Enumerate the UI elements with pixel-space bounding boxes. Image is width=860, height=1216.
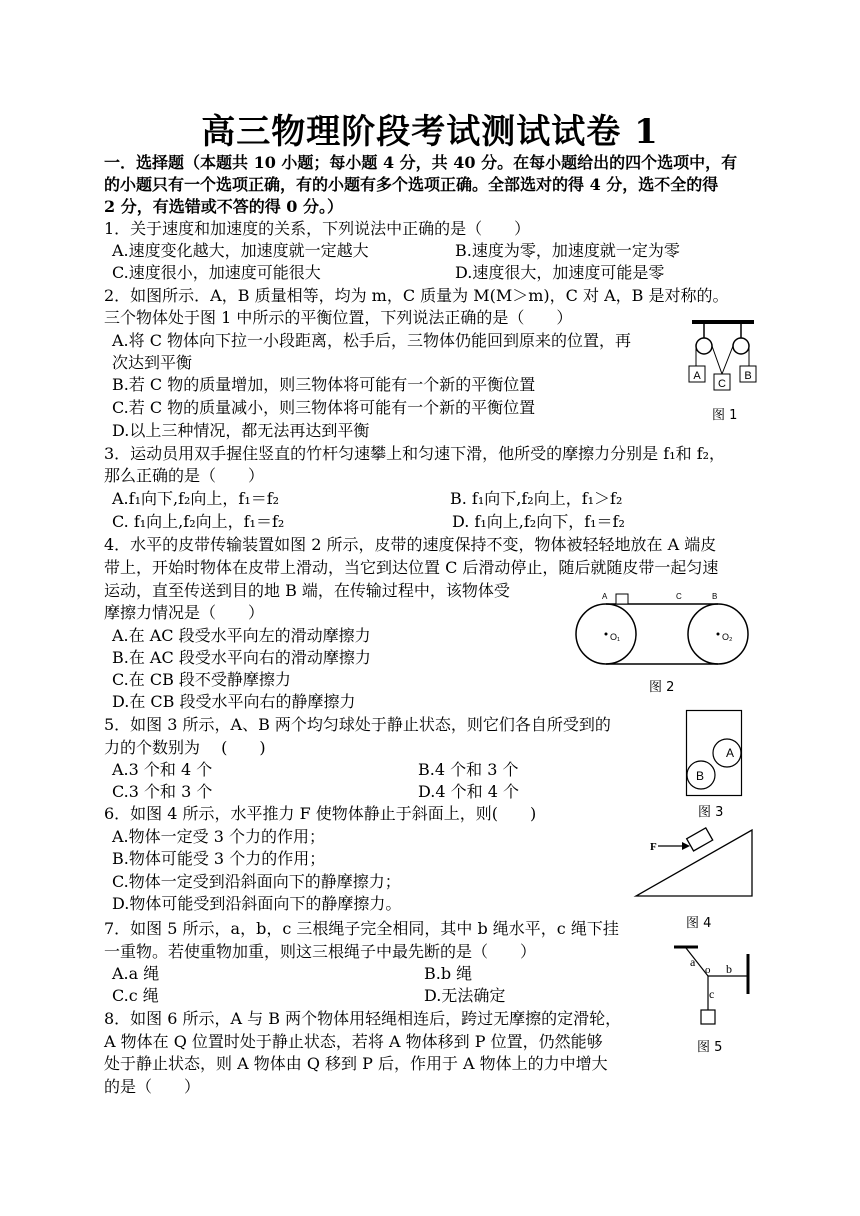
- label-f: F: [650, 841, 657, 853]
- label-a: A: [693, 370, 701, 382]
- q4-option-b: B.在 AC 段受水平向右的滑动摩擦力: [112, 648, 371, 667]
- q8-stem-line1: 8．如图 6 所示，A 与 B 两个物体用轻绳相连后，跨过无摩擦的定滑轮，: [104, 1009, 622, 1028]
- q2-option-d: D.以上三种情况，都无法再达到平衡: [112, 421, 370, 440]
- q6-option-c: C.物体一定受到沿斜面向下的静摩擦力；: [112, 872, 401, 891]
- q6-stem: 6．如图 4 所示，水平推力 F 使物体静止于斜面上，则( ): [104, 804, 537, 823]
- label-a: a: [690, 955, 696, 969]
- q2-option-a-line1: A.将 C 物体向下拉一小段距离，松手后，三物体仍能回到原来的位置，再: [112, 331, 632, 350]
- q1-option-d: D.速度很大，加速度可能是零: [455, 263, 665, 282]
- q3-option-c: C. f₁向上,f₂向上，f₁＝f₂: [112, 512, 285, 531]
- q8-stem-line4: 的是（ ）: [104, 1077, 201, 1096]
- q2-option-a-line2: 次达到平衡: [112, 353, 193, 372]
- section-instructions-line2: 的小题只有一个选项正确，有的小题有多个选项正确。全部选对的得 4 分，选不全的得: [104, 175, 719, 194]
- figure-5-ropes: [672, 944, 758, 1026]
- figure-4-incline: [634, 826, 758, 898]
- q4-option-a: A.在 AC 段受水平向左的滑动摩擦力: [112, 626, 371, 645]
- label-b: B: [744, 370, 752, 382]
- label-b: B: [695, 769, 705, 783]
- q1-stem: 1．关于速度和加速度的关系，下列说法中正确的是（ ）: [104, 219, 531, 238]
- q7-stem-line2: 一重物。若使重物加重，则这三根绳子中最先断的是（ ）: [104, 942, 537, 961]
- q3-option-d: D. f₁向上,f₂向下，f₁＝f₂: [452, 512, 625, 531]
- label-c: C: [676, 592, 682, 601]
- page-title: 高三物理阶段考试测试试卷 1: [201, 112, 659, 152]
- q5-option-c: C.3 个和 3 个: [112, 782, 213, 801]
- figure-3-caption: 图 3: [698, 805, 724, 820]
- q7-option-d: D.无法确定: [424, 986, 506, 1005]
- q8-stem-line3: 处于静止状态，则 A 物体由 Q 移到 P 后，作用于 A 物体上的力中增大: [104, 1054, 608, 1073]
- q3-stem-line2: 那么正确的是（ ）: [104, 466, 265, 485]
- rope-to-c: [712, 346, 733, 374]
- q5-option-a: A.3 个和 4 个: [112, 760, 213, 779]
- q1-option-b: B.速度为零，加速度就一定为零: [455, 241, 680, 260]
- q4-option-d: D.在 CB 段受水平向右的静摩擦力: [112, 692, 356, 711]
- q2-option-b: B.若 C 物的质量增加，则三物体将可能有一个新的平衡位置: [112, 375, 536, 394]
- q6-option-d: D.物体可能受到沿斜面向下的静摩擦力。: [112, 894, 402, 913]
- q5-stem-line2: 力的个数别为 ( ): [104, 738, 266, 757]
- label-a: A: [725, 746, 735, 760]
- q4-stem-line4: 摩擦力情况是（ ）: [104, 603, 265, 622]
- figure-2-conveyor: [572, 592, 772, 670]
- q2-stem-line2: 三个物体处于图 1 中所示的平衡位置，下列说法正确的是（ ）: [104, 308, 573, 327]
- block-on-incline: [687, 828, 713, 851]
- label-c: C: [718, 378, 726, 390]
- cargo-block: [616, 594, 628, 604]
- q4-stem-line3: 运动，直至传送到目的地 B 端，在传输过程中，该物体受: [104, 581, 510, 600]
- q5-option-b: B.4 个和 3 个: [418, 760, 519, 779]
- label-c: c: [709, 987, 715, 1001]
- q5-stem-line1: 5．如图 3 所示，A、B 两个均匀球处于静止状态，则它们各自所受到的: [104, 715, 611, 734]
- section-instructions-line3: 2 分，有选错或不答的得 0 分。）: [104, 197, 343, 216]
- q6-option-a: A.物体一定受 3 个力的作用；: [112, 827, 325, 846]
- axle-o1: [605, 633, 608, 636]
- section-instructions-line1: 一．选择题（本题共 10 小题；每小题 4 分，共 40 分。在每小题给出的四个选项中，有: [104, 153, 738, 172]
- axle-o2: [717, 633, 720, 636]
- label-o1: O₁: [610, 632, 621, 642]
- label-b: B: [712, 592, 718, 601]
- q7-stem-line1: 7．如图 5 所示，a，b，c 三根绳子完全相同，其中 b 绳水平，c 绳下挂: [104, 919, 619, 938]
- label-o: o: [705, 964, 711, 976]
- ceiling-beam: [692, 320, 754, 324]
- figure-5-caption: 图 5: [697, 1040, 723, 1055]
- q2-option-c: C.若 C 物的质量减小，则三物体将可能有一个新的平衡位置: [112, 398, 536, 417]
- figure-4-caption: 图 4: [686, 916, 712, 931]
- label-a: A: [602, 592, 608, 601]
- q7-option-c: C.c 绳: [112, 986, 159, 1005]
- q7-option-a: A.a 绳: [112, 964, 160, 983]
- q2-stem-line1: 2．如图所示．A，B 质量相等，均为 m，C 质量为 M(M＞m)，C 对 A，B 是对称的。: [104, 286, 729, 305]
- q4-stem-line1: 4．水平的皮带传输装置如图 2 所示，皮带的速度保持不变，物体被轻轻地放在 A 端皮: [104, 535, 717, 554]
- q4-stem-line2: 带上，开始时物体在皮带上滑动，当它到达位置 C 后滑动停止，随后就随皮带一起匀速: [104, 558, 719, 577]
- q7-option-b: B.b 绳: [424, 964, 473, 983]
- q5-option-d: D.4 个和 4 个: [418, 782, 519, 801]
- q1-option-a: A.速度变化越大，加速度就一定越大: [112, 241, 369, 260]
- q1-option-c: C.速度很小，加速度可能很大: [112, 263, 321, 282]
- q6-option-b: B.物体可能受 3 个力的作用；: [112, 849, 326, 868]
- figure-3-balls: [686, 710, 742, 796]
- figure-1-caption: 图 1: [712, 408, 738, 423]
- label-b: b: [726, 962, 732, 976]
- q3-option-b: B. f₁向下,f₂向上，f₁＞f₂: [450, 489, 623, 508]
- hanging-weight: [701, 1010, 715, 1024]
- left-pulley: [696, 338, 712, 354]
- figure-1-pulleys: [686, 318, 766, 418]
- label-o2: O₂: [722, 632, 733, 642]
- right-pulley: [733, 338, 749, 354]
- q8-stem-line2: A 物体在 Q 位置时处于静止状态，若将 A 物体移到 P 位置，仍然能够: [104, 1032, 603, 1051]
- figure-2-caption: 图 2: [649, 680, 675, 695]
- q4-option-c: C.在 CB 段不受静摩擦力: [112, 670, 291, 689]
- q3-option-a: A.f₁向下,f₂向上，f₁＝f₂: [112, 489, 280, 508]
- q3-stem-line1: 3．运动员用双手握住竖直的竹杆匀速攀上和匀速下滑，他所受的摩擦力分别是 f₁和 f₂，: [104, 444, 726, 463]
